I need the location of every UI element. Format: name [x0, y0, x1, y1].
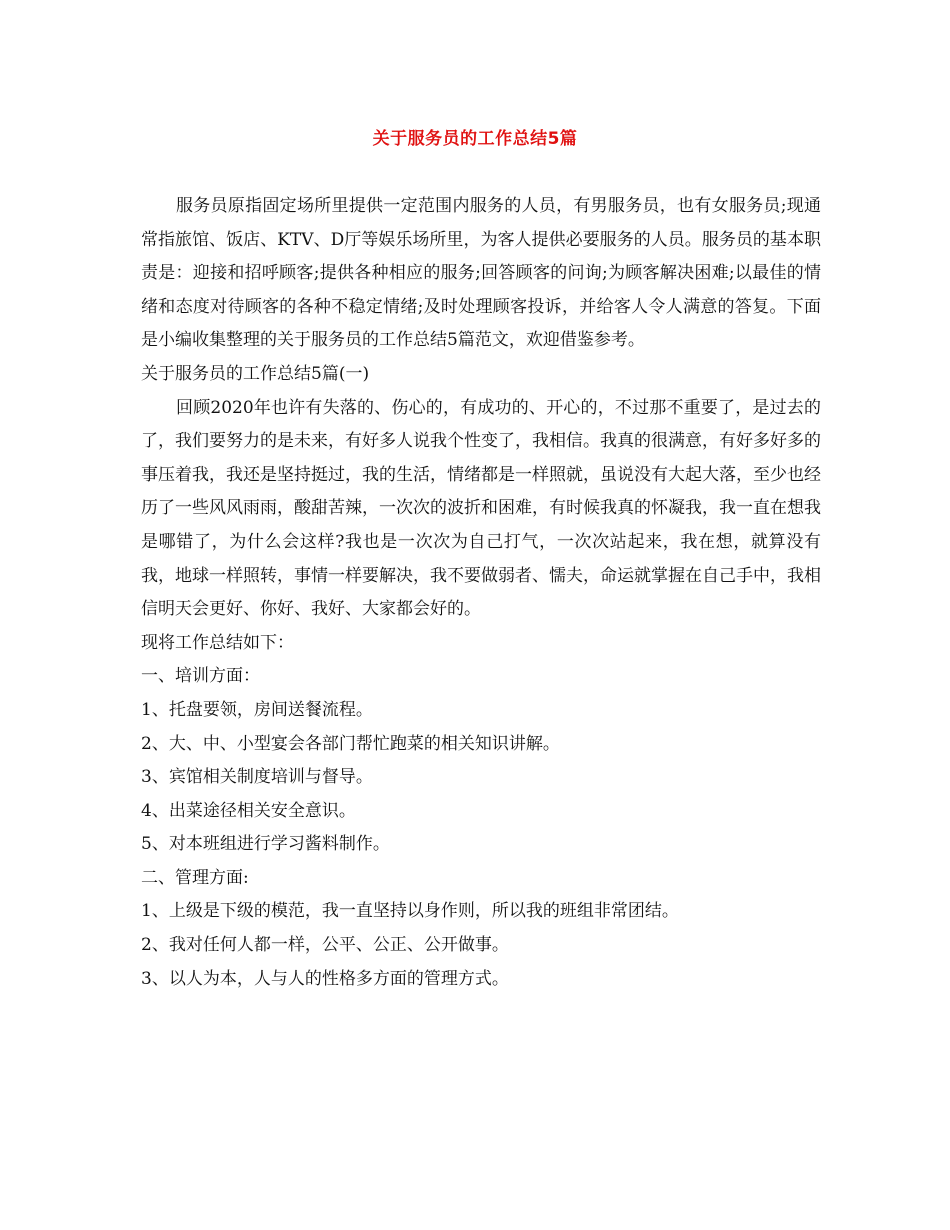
document-body	[141, 190, 821, 996]
section-paragraph: 回顾2020年也许有失落的、伤心的，有成功的、开心的，不过那不重要了，是过去的了，我们要努力的是未来，有好多人说我个性变了，我相信。我真的很满意，有好多好多的事压着我，我还是坚持挺过，我的生活，情绪都是一样照就，虽说没有大起大落，至少也经历了一些风风雨雨，酸甜苦辣，一次次的波折和困难，有时候我真的怀凝我，我一直在想我是哪错了，为什么会这样?我也是一次次为自己打气，一次次站起来，我在想，就算没有我，地球一样照转，事情一样要解决，我不要做弱者、懦夫，命运就掌握在自己手中，我相信明天会更好、你好、我好、大家都会好的。	[141, 397, 821, 620]
document-title: 关于服务员的工作总结5篇	[372, 129, 578, 149]
management-heading: 二、管理方面:	[141, 867, 249, 888]
list-item: 1、托盘要领，房间送餐流程。	[141, 699, 373, 720]
list-item: 5、对本班组进行学习酱料制作。	[141, 834, 390, 855]
intro-paragraph: 服务员原指固定场所里提供一定范围内服务的人员，有男服务员，也有女服务员;现通常指旅馆、饭店、KTV、D厅等娱乐场所里，为客人提供必要服务的人员。服务员的基本职责是：迎接和招呼顾客;提供各种相应的服务;回答顾客的问询;为顾客解决困难;以最佳的情绪和态度对待顾客的各种不稳定情绪;及时处理顾客投诉，并给客人令人满意的答复。下面是小编收集整理的关于服务员的工作总结5篇范文，欢迎借鉴参考。	[141, 196, 821, 351]
list-item: 4、出菜途径相关安全意识。	[141, 800, 356, 821]
list-item: 1、上级是下级的模范，我一直坚持以身作则，所以我的班组非常团结。	[141, 901, 679, 922]
list-item: 2、我对任何人都一样，公平、公正、公开做事。	[141, 935, 509, 956]
section-heading: 关于服务员的工作总结5篇(一)	[141, 363, 370, 384]
training-heading: 一、培训方面：	[141, 666, 260, 687]
list-item: 2、大、中、小型宴会各部门帮忙跑菜的相关知识讲解。	[141, 733, 560, 754]
summary-intro: 现将工作总结如下：	[141, 632, 294, 653]
list-item: 3、以人为本，人与人的性格多方面的管理方式。	[141, 968, 509, 989]
list-item: 3、宾馆相关制度培训与督导。	[141, 767, 373, 788]
